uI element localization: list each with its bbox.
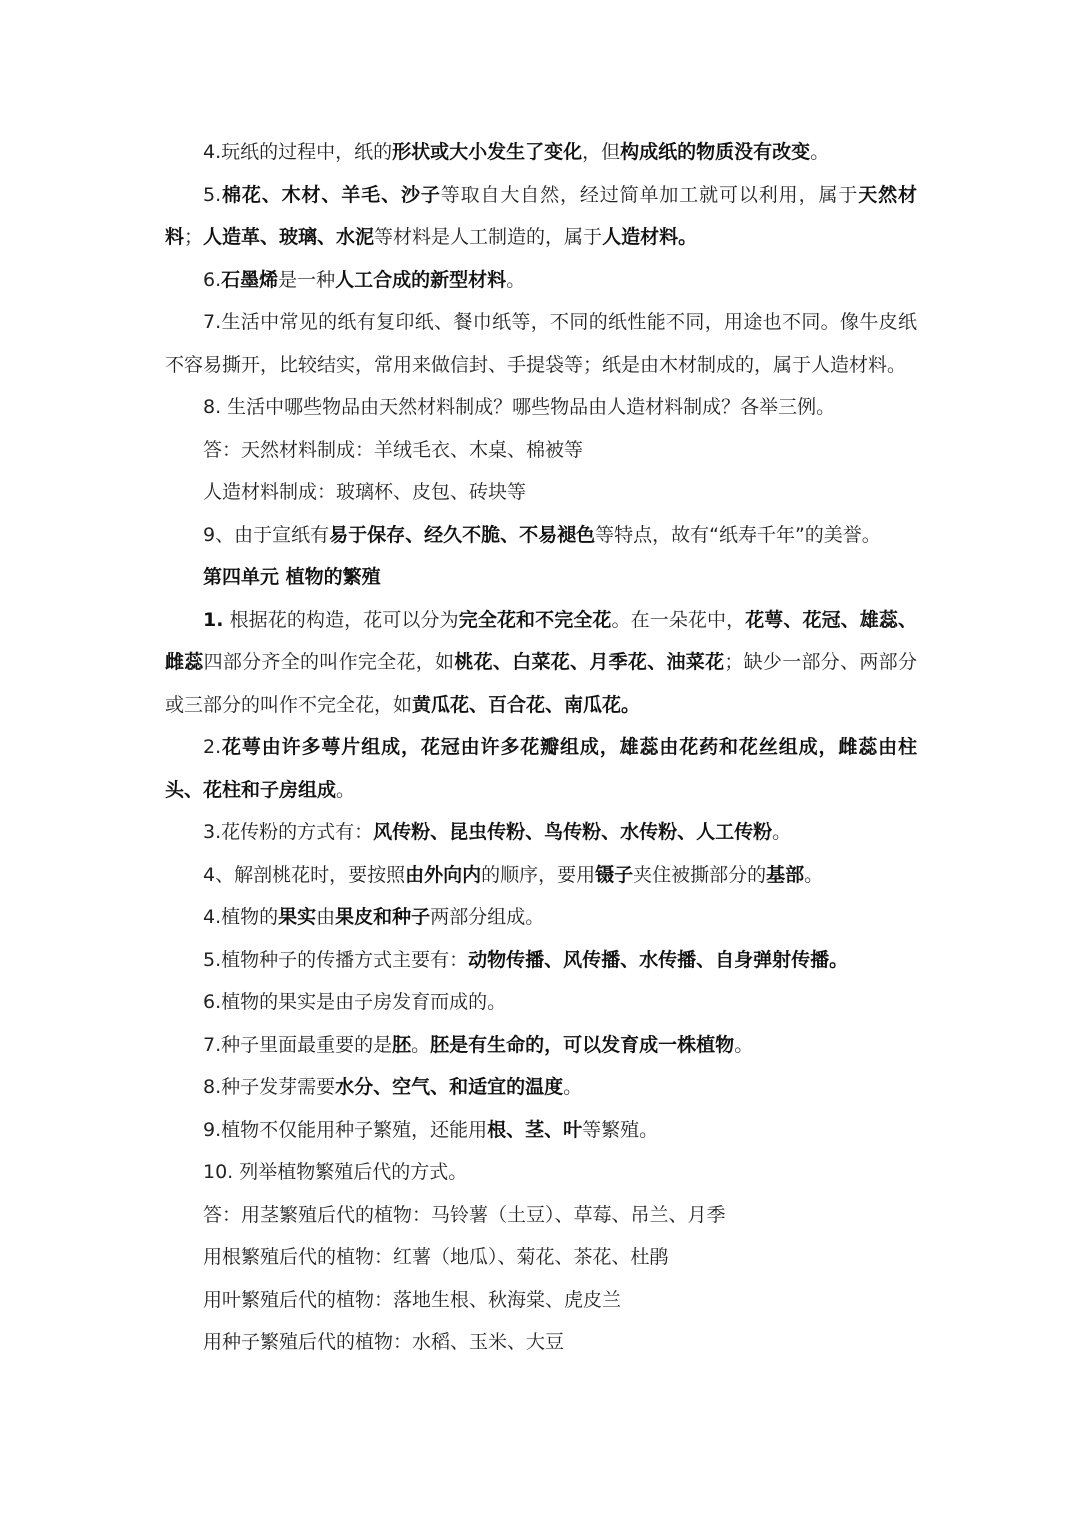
text-run: 7.种子里面最重要的是: [203, 1033, 393, 1056]
text-run: 由: [316, 906, 336, 928]
bold-text: 由外向内: [405, 863, 482, 886]
bold-text: 镊子: [595, 863, 634, 886]
text-run: 用叶繁殖后代的植物：落地生根、秋海棠、虎皮兰: [203, 1288, 622, 1311]
text-run: 10. 列举植物繁殖后代的方式。: [203, 1161, 468, 1183]
bold-text: 第四单元 植物的繁殖: [203, 566, 381, 588]
paragraph: [165, 1109, 917, 1152]
text-run: 6.植物的果实是由子房发育而成的。: [203, 991, 507, 1013]
paragraph: [165, 259, 917, 302]
text-run: 。: [506, 268, 526, 291]
bold-text: 根、茎、叶: [487, 1118, 583, 1141]
paragraph: [165, 1151, 917, 1194]
text-run: 。: [336, 778, 356, 801]
bold-text: 基部: [766, 863, 805, 886]
section-heading: [165, 556, 917, 599]
text-run: 人造材料制成：玻璃杯、皮包、砖块等: [203, 481, 527, 503]
text-run: 等特点，故有“纸寿千年”的美誉。: [595, 523, 881, 546]
bold-text: 易于保存、经久不脆、不易褪色: [329, 523, 596, 546]
paragraph: [165, 1194, 917, 1237]
document-page: [165, 131, 917, 1364]
bold-text: 风传粉、昆虫传粉、鸟传粉、水传粉、人工传粉: [373, 821, 773, 843]
bold-text: 完全花和不完全花: [458, 608, 612, 631]
bold-text: 桃花、白菜花、月季花、油菜花: [454, 651, 725, 673]
text-run: ，但: [582, 141, 621, 163]
paragraph: [165, 1066, 917, 1109]
text-run: 等繁殖。: [582, 1118, 659, 1141]
bold-text: 石墨烯: [221, 268, 279, 291]
bold-text: 果实: [278, 906, 317, 928]
text-run: 6.: [203, 268, 222, 291]
text-run: 。: [810, 141, 830, 163]
text-run: 。: [734, 1033, 754, 1056]
text-run: 4.玩纸的过程中，纸的: [203, 141, 393, 163]
text-run: 等取自大自然，经过简单加工就可以利用，属于: [440, 183, 859, 206]
paragraph: [165, 1236, 917, 1279]
paragraph: [165, 1024, 917, 1067]
paragraph: [165, 939, 917, 982]
text-run: 是一种: [278, 268, 336, 291]
bold-text: 棉花、木材、羊毛、沙子: [221, 183, 441, 206]
text-run: 答：用茎繁殖后代的植物：马铃薯（土豆）、草莓、吊兰、月季: [203, 1203, 726, 1226]
text-run: 5.: [203, 183, 222, 206]
bold-text: 动物传播、风传播、水传播、自身弹射传播。: [468, 948, 849, 971]
text-run: 9、由于宣纸有: [203, 523, 330, 546]
text-run: 的顺序，要用: [481, 863, 596, 886]
text-run: 用种子繁殖后代的植物：水稻、玉米、大豆: [203, 1331, 565, 1353]
paragraph: [165, 599, 917, 727]
text-run: 夹住被撕部分的: [633, 863, 767, 886]
text-run: 4、解剖桃花时，要按照: [203, 863, 406, 886]
paragraph: [165, 301, 917, 386]
text-run: 等材料是人工制造的，属于: [374, 226, 603, 248]
paragraph: [165, 471, 917, 514]
text-run: 2.: [203, 736, 222, 758]
text-run: 8.种子发芽需要: [203, 1076, 336, 1098]
bold-text: 1.: [203, 608, 224, 631]
paragraph: [165, 1321, 917, 1364]
bold-text: 构成纸的物质没有改变: [620, 141, 811, 163]
bold-text: 人造革、玻璃、水泥: [203, 226, 375, 248]
paragraph: [165, 1279, 917, 1322]
text-run: 两部分组成。: [430, 906, 545, 928]
text-run: ；: [184, 226, 204, 248]
text-run: 四部分齐全的叫作完全花，如: [203, 651, 455, 673]
paragraph: [165, 429, 917, 472]
bold-text: 花萼由许多萼片组成，花冠由许多花瓣组成，雄蕊由花药和花丝组成，雌蕊由柱头、花柱和子房组成: [165, 736, 917, 801]
text-run: 3.花传粉的方式有：: [203, 821, 374, 843]
bold-text: 天然材料: [165, 183, 917, 248]
paragraph: [165, 726, 917, 811]
text-run: 。: [411, 1033, 431, 1056]
text-run: 8. 生活中哪些物品由天然材料制成？哪些物品由人造材料制成？各举三例。: [203, 396, 836, 418]
bold-text: 形状或大小发生了变化: [392, 141, 583, 163]
bold-text: 黄瓜花、百合花、南瓜花。: [412, 693, 641, 716]
text-run: 9.植物不仅能用种子繁殖，还能用: [203, 1118, 488, 1141]
text-run: ；缺少一部分、两部分或三部分的叫作不完全花，如: [165, 651, 917, 716]
text-run: 用根繁殖后代的植物：红薯（地瓜）、菊花、茶花、杜鹃: [203, 1246, 669, 1268]
text-run: 。: [772, 821, 792, 843]
paragraph: [165, 386, 917, 429]
text-run: 4.植物的: [203, 906, 279, 928]
bold-text: 人造材料。: [602, 226, 698, 248]
text-run: 。在一朵花中，: [611, 608, 746, 631]
bold-text: 水分、空气、和适宜的温度: [335, 1076, 564, 1098]
text-run: 根据花的构造，花可以分为: [223, 608, 459, 631]
paragraph: [165, 174, 917, 259]
paragraph: [165, 981, 917, 1024]
paragraph: [165, 514, 917, 557]
bold-text: 果皮和种子: [335, 906, 431, 928]
bold-text: 人工合成的新型材料: [335, 268, 507, 291]
bold-text: 胚是有生命的，可以发育成一株植物: [430, 1033, 735, 1056]
paragraph: [165, 131, 917, 174]
paragraph: [165, 811, 917, 854]
bold-text: 花萼、花冠、雄蕊、雌蕊: [165, 608, 917, 673]
bold-text: 胚: [392, 1033, 412, 1056]
text-run: 。: [563, 1076, 583, 1098]
text-run: 答：天然材料制成：羊绒毛衣、木桌、棉被等: [203, 438, 584, 461]
text-run: 5.植物种子的传播方式主要有：: [203, 948, 469, 971]
paragraph: [165, 854, 917, 897]
text-run: 。: [804, 863, 824, 886]
text-run: 7.生活中常见的纸有复印纸、餐巾纸等，不同的纸性能不同，用途也不同。像牛皮纸不容易撕开，比较结实，常用来做信封、手提袋等；纸是由木材制成的，属于人造材料。: [165, 311, 917, 376]
paragraph: [165, 896, 917, 939]
